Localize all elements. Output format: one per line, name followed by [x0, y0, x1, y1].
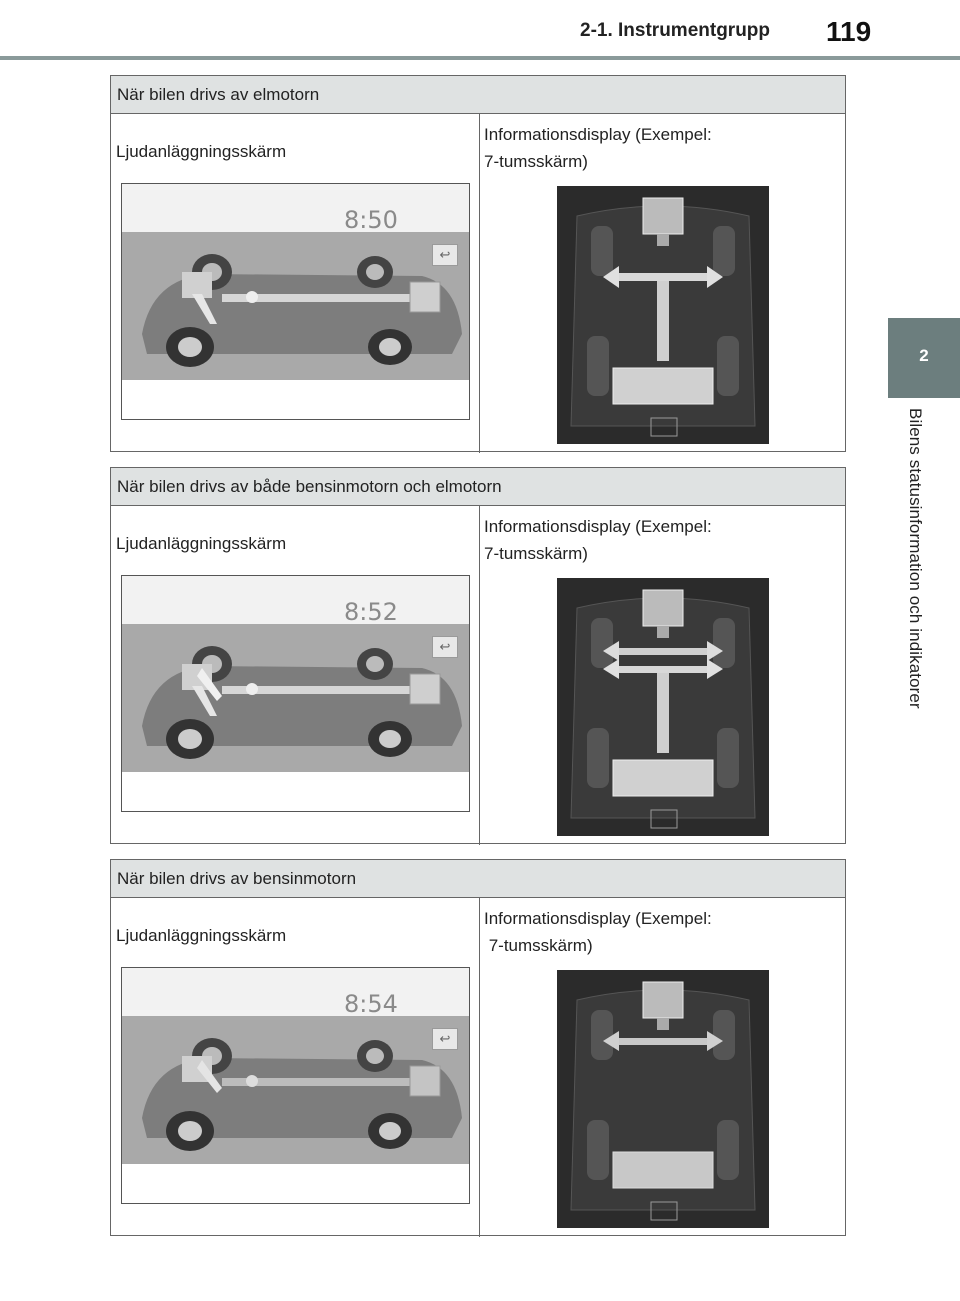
info-label-line1: Informationsdisplay (Exempel: [484, 125, 712, 144]
header-rule [0, 56, 960, 60]
column-divider [479, 114, 480, 453]
car-energy-flow-side-view [122, 184, 470, 420]
column-divider [479, 898, 480, 1237]
audio-screen-label: Ljudanläggningsskärm [116, 926, 287, 945]
mode-heading: När bilen drivs av bensinmotorn [111, 860, 845, 898]
mode-body [111, 898, 845, 1237]
section-title: 2-1. Instrumentgrupp [580, 20, 771, 41]
mode-table-hybrid [110, 467, 846, 844]
clock-time: 8:50 [344, 206, 398, 234]
info-label-line1: Informationsdisplay (Exempel: [484, 517, 712, 536]
info-label-line2: 7-tumsskärm) [484, 152, 588, 171]
mode-heading: När bilen drivs av elmotorn [111, 76, 845, 114]
info-display-image [557, 970, 769, 1228]
audio-screen-label: Ljudanläggningsskärm [116, 534, 287, 553]
info-display-label [484, 121, 712, 175]
info-display-label [484, 513, 712, 567]
info-label-line1: Informationsdisplay (Exempel: [484, 909, 712, 928]
back-arrow-icon[interactable]: ↩ [432, 1028, 458, 1050]
car-energy-flow-side-view [122, 968, 470, 1204]
back-arrow-icon[interactable]: ↩ [432, 636, 458, 658]
info-label-line2: 7-tumsskärm) [484, 544, 588, 563]
mode-table-petrol [110, 859, 846, 1236]
mode-body [111, 114, 845, 453]
audio-screen-label: Ljudanläggningsskärm [116, 142, 287, 161]
mode-body [111, 506, 845, 845]
audio-screen-image [121, 967, 470, 1204]
mode-heading: När bilen drivs av både bensinmotorn och elmotorn [111, 468, 845, 506]
page-number: 119 [826, 16, 872, 47]
chapter-tab[interactable] [888, 318, 960, 398]
audio-screen-image [121, 183, 470, 420]
car-energy-flow-top-view [557, 186, 769, 444]
info-display-label [484, 905, 712, 959]
chapter-title: Bilens statusinformation och indikatorer [906, 408, 925, 709]
audio-screen-image [121, 575, 470, 812]
car-energy-flow-top-view [557, 970, 769, 1228]
car-energy-flow-side-view [122, 576, 470, 812]
chapter-number: 2 [919, 346, 929, 365]
column-divider [479, 506, 480, 845]
clock-time: 8:54 [344, 990, 398, 1018]
info-display-image [557, 578, 769, 836]
car-energy-flow-top-view [557, 578, 769, 836]
mode-table-electric [110, 75, 846, 452]
info-label-line2: 7-tumsskärm) [484, 936, 593, 955]
clock-time: 8:52 [344, 598, 398, 626]
info-display-image [557, 186, 769, 444]
back-arrow-icon[interactable]: ↩ [432, 244, 458, 266]
